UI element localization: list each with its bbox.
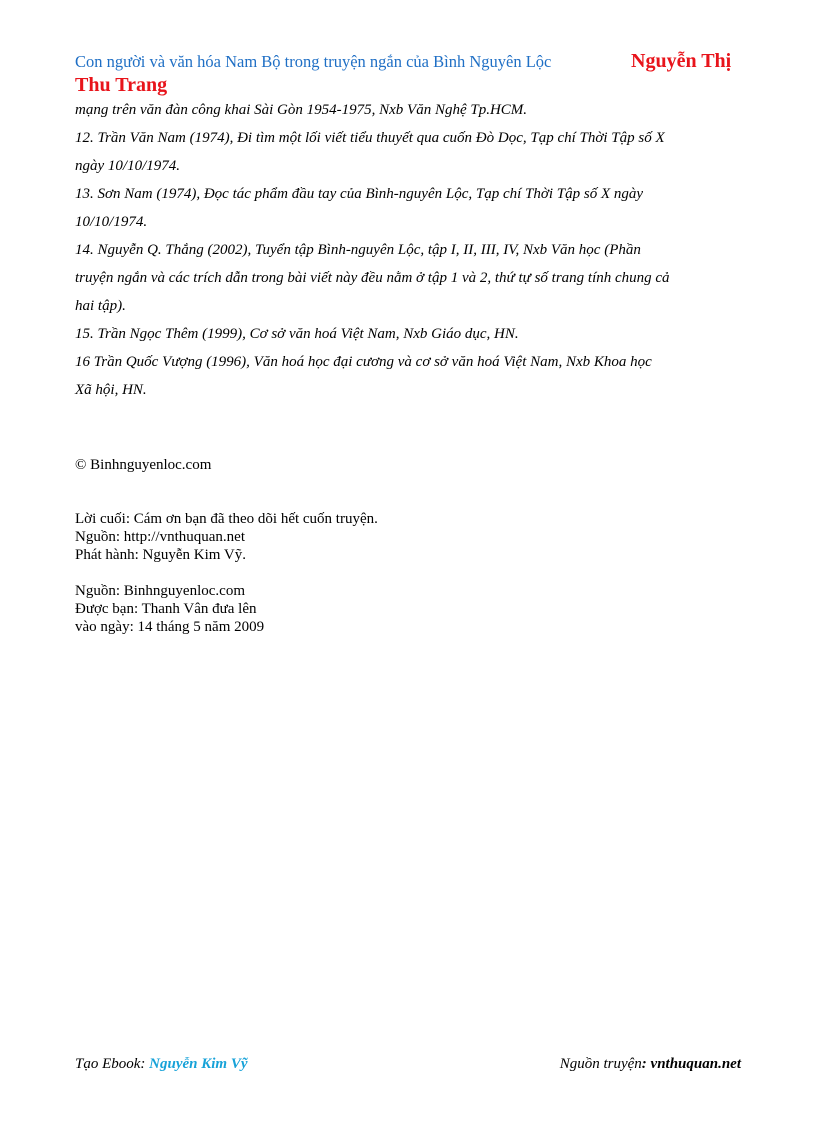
- credits-block: [75, 456, 675, 636]
- reference-line: Xã hội, HN.: [75, 382, 147, 398]
- closing-note: Lời cuối: Cám ơn bạn đã theo dõi hết cuốn truyện.: [75, 511, 378, 527]
- footer-ebook-author: Nguyễn Kim Vỹ: [149, 1056, 248, 1072]
- reference-line: hai tập).: [75, 298, 126, 314]
- reference-line: 15. Trần Ngọc Thêm (1999), Cơ sở văn hoá Việt Nam, Nxb Giáo dục, HN.: [75, 326, 519, 342]
- reference-line: ngày 10/10/1974.: [75, 158, 180, 174]
- footer-ebook-label: Tạo Ebook: [75, 1056, 141, 1072]
- source-line: Nguồn: Binhnguyenloc.com: [75, 583, 245, 599]
- footer-source-label: Nguồn truyện: [559, 1056, 642, 1072]
- reference-line: 14. Nguyễn Q. Thắng (2002), Tuyển tập Bình-nguyên Lộc, tập I, II, III, IV, Nxb Văn học (Phần: [75, 242, 641, 258]
- reference-line: 16 Trần Quốc Vượng (1996), Văn hoá học đại cương và cơ sở văn hoá Việt Nam, Nxb Khoa học: [75, 354, 652, 370]
- footer-source-credit: [560, 1056, 741, 1073]
- reference-line: truyện ngắn và các trích dẫn trong bài viết này đều nằm ở tập 1 và 2, thứ tự số trang tính chung cả: [75, 270, 670, 286]
- reference-line: 12. Trần Văn Nam (1974), Đi tìm một lối viết tiểu thuyết qua cuốn Đò Dọc, Tạp chí Thời Tập số X: [75, 130, 665, 146]
- reference-list: [75, 96, 743, 404]
- publisher-line: Phát hành: Nguyễn Kim Vỹ.: [75, 547, 246, 563]
- upload-date-line: vào ngày: 14 tháng 5 năm 2009: [75, 619, 265, 635]
- header-title: Con người và văn hóa Nam Bộ trong truyện ngắn của Bình Nguyên Lộc: [75, 52, 552, 71]
- footer-source-site: vnthuquan.net: [650, 1056, 741, 1072]
- reference-line: mạng trên văn đàn công khai Sài Gòn 1954-1975, Nxb Văn Nghệ Tp.HCM.: [75, 102, 528, 118]
- source-line: Nguồn: http://vnthuquan.net: [75, 529, 245, 545]
- reference-line: 10/10/1974.: [75, 214, 148, 230]
- author-name-first: Nguyễn Thị: [631, 50, 732, 72]
- footer-separator: :: [641, 1056, 651, 1072]
- author-name-second: Thu Trang: [75, 74, 168, 96]
- footer-ebook-credit: [75, 1056, 248, 1073]
- footer-separator: :: [140, 1056, 150, 1072]
- uploader-line: Được bạn: Thanh Vân đưa lên: [75, 601, 257, 617]
- reference-line: 13. Sơn Nam (1974), Đọc tác phẩm đầu tay của Bình-nguyên Lộc, Tạp chí Thời Tập số X ngày: [75, 186, 644, 202]
- copyright-line: © Binhnguyenloc.com: [75, 457, 212, 473]
